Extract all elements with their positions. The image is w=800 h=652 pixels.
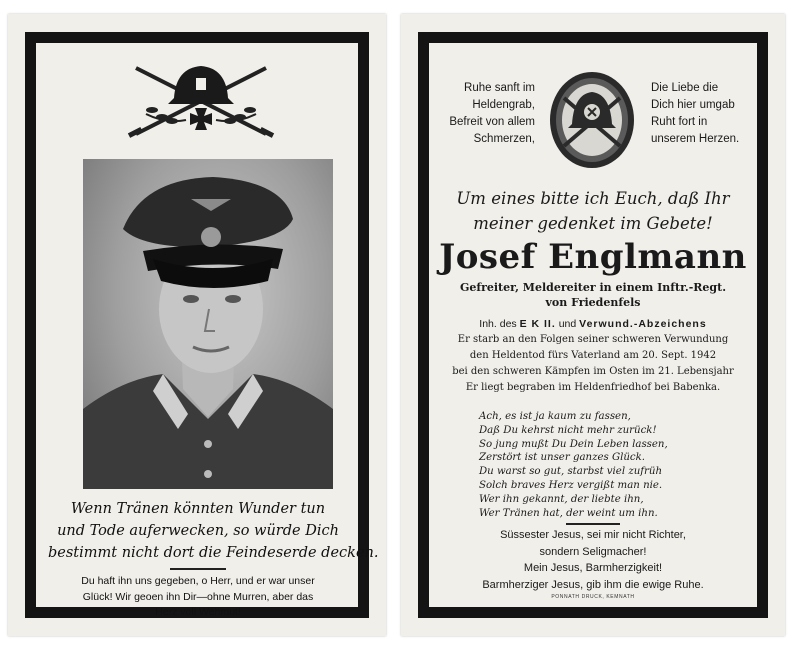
rank-line: Gefreiter, Meldereiter in einem Inftr.-Regt. bbox=[459, 281, 727, 294]
verse-line: Wenn Tränen könnten Wunder tun bbox=[70, 501, 326, 517]
printer-imprint: PONNATH DRUCK, KEMNATH bbox=[551, 594, 635, 600]
honors-prefix: Inh. des bbox=[479, 318, 517, 330]
death-line: Er liegt begraben im Heldenfriedhof bei Babenka. bbox=[465, 382, 721, 393]
poem-line: Zerstört ist unser ganzes Glück. bbox=[479, 452, 646, 464]
helmet-swords-emblem bbox=[116, 54, 286, 146]
top-verse-row bbox=[425, 80, 761, 170]
rest-line: Dich hier umgab bbox=[651, 99, 735, 111]
rest-verse-right bbox=[651, 80, 761, 148]
death-details bbox=[421, 332, 765, 396]
prayer-line: Du haft ihn uns gegeben, o Herr, und er war unser bbox=[81, 575, 315, 587]
final-line: Barmherziger Jesus, gib ihm die ewige Ruhe. bbox=[482, 578, 704, 591]
death-line: bei den schweren Kämpfen im Osten im 21. Lebensjahr bbox=[452, 366, 734, 377]
wound-badge-emblem bbox=[546, 68, 638, 172]
rest-line: Heldengrab, bbox=[472, 99, 535, 111]
rest-line: unserem Herzen. bbox=[651, 133, 740, 145]
memorial-poem bbox=[479, 410, 719, 520]
poem-line: Ach, es ist ja kaum zu fassen, bbox=[479, 411, 631, 422]
divider-rule bbox=[566, 523, 620, 525]
rest-line: Ruht fort in bbox=[651, 116, 708, 128]
rest-line: Schmerzen, bbox=[473, 133, 535, 145]
final-line: Süssester Jesus, sei mir nicht Richter, bbox=[500, 529, 686, 541]
rank-line: von Friedenfels bbox=[545, 296, 641, 309]
poem-line: So jung mußt Du Dein Leben lassen, bbox=[479, 438, 668, 450]
poem-line: Daß Du kehrst nicht mehr zurück! bbox=[479, 424, 657, 436]
honors-ek: E K II. bbox=[519, 318, 556, 330]
plea-line: meiner gedenket im Gebete! bbox=[473, 214, 713, 233]
deceased-name: Josef Englmann bbox=[439, 237, 747, 277]
rank-unit bbox=[421, 280, 765, 310]
final-prayer bbox=[421, 527, 765, 593]
poem-line: Solch braves Herz vergißt man nie. bbox=[479, 479, 663, 491]
poem-line: Wer Tränen hat, der weint um ihn. bbox=[479, 507, 658, 519]
death-line: Er starb an den Folgen seiner schweren Verwundung bbox=[457, 334, 729, 345]
soldier-portrait-photo bbox=[83, 159, 333, 489]
left-prayer bbox=[42, 574, 354, 621]
plea-line: Um eines bitte ich Euch, daß Ihr bbox=[456, 189, 730, 208]
verse-line: bestimmt nicht dort die Feindeserde decken. bbox=[48, 545, 379, 561]
final-line: Mein Jesus, Barmherzigkeit! bbox=[523, 562, 663, 574]
poem-line: Wer ihn gekannt, der liebte ihn, bbox=[479, 493, 644, 505]
prayer-line: Glück! Wir geoen ihn Dir—ohne Murren, aber das bbox=[82, 590, 314, 603]
rest-line: Befreit von allem bbox=[449, 116, 535, 128]
rest-line: Ruhe sanft im bbox=[464, 82, 535, 94]
prayer-request bbox=[421, 186, 765, 236]
honors-und: und bbox=[558, 318, 577, 330]
rest-verse-left bbox=[425, 80, 535, 148]
poem-line: Du warst so gut, starbst viel zufrüh bbox=[479, 466, 663, 478]
divider-rule bbox=[170, 568, 226, 570]
memorial-card-right bbox=[401, 14, 785, 636]
left-verse bbox=[48, 498, 379, 564]
honors-badge: Verwund.-Abzeichens bbox=[579, 318, 707, 330]
prayer-line: Herz voll Wehmut! bbox=[155, 606, 241, 618]
death-line: den Heldentod fürs Vaterland am 20. Sept. 1942 bbox=[469, 350, 717, 361]
final-line: sondern Seligmacher! bbox=[539, 545, 647, 558]
rest-line: Die Liebe die bbox=[651, 82, 719, 94]
honors-line bbox=[421, 317, 765, 332]
verse-line: und Tode auferwecken, so würde Dich bbox=[57, 523, 339, 539]
memorial-card-left bbox=[8, 14, 386, 636]
